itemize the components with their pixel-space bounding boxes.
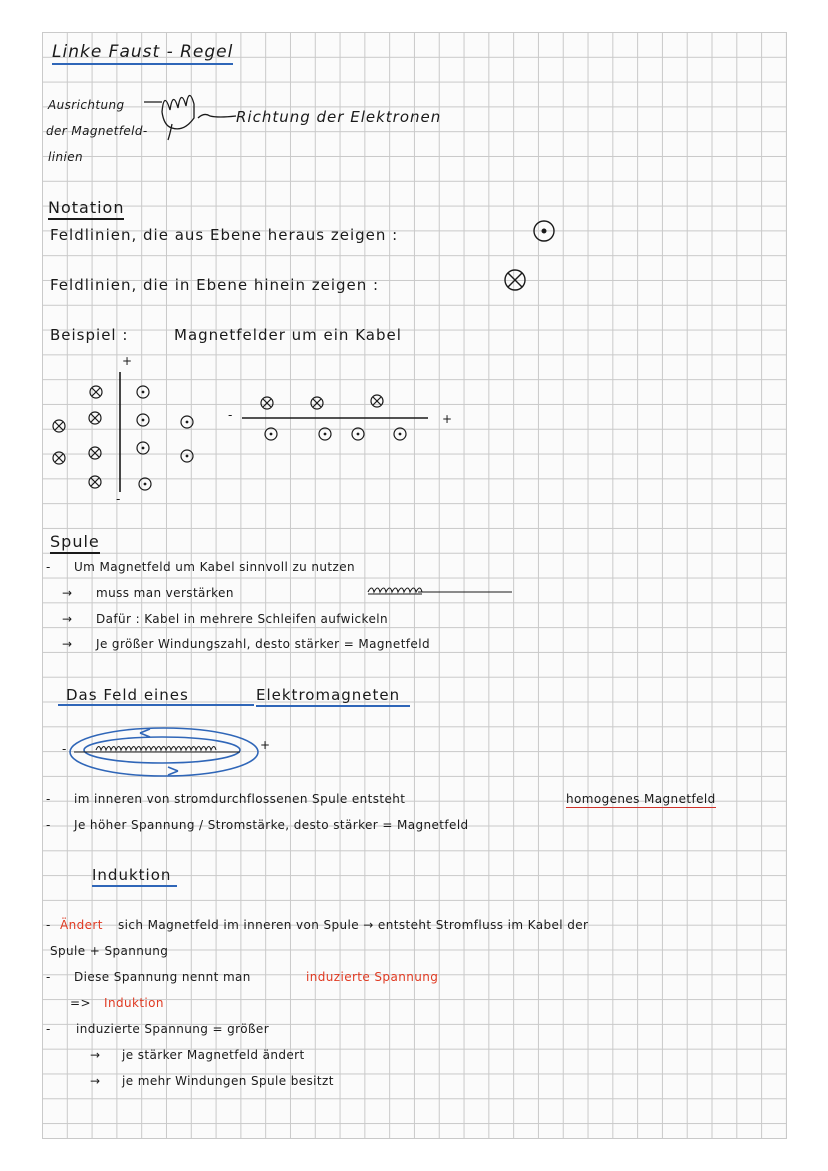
example-minus-left: - [228,408,233,422]
electromagnet-plus: + [260,738,271,752]
label-linien: linien [48,150,83,164]
coil-icon [74,747,240,753]
ind-line-6: je stärker Magnetfeld ändert [122,1048,305,1062]
spule-bullet-4: → [62,637,73,651]
ind-arrow-1: → [90,1048,101,1062]
example-title: Beispiel : [50,326,129,344]
ind-line-7: je mehr Windungen Spule besitzt [122,1074,334,1088]
spule-bullet-3: → [62,612,73,626]
section-title-spule: Spule [50,532,100,554]
ind-implies: => [70,996,91,1010]
ind-bullet-2: - [46,970,51,984]
example-plus-right: + [442,412,453,426]
example-plus-top: + [122,354,133,368]
notation-in-text: Feldlinien, die in Ebene hinein zeigen : [50,276,380,294]
example-minus-bottom: - [116,492,121,506]
spule-line-3: Dafür : Kabel in mehrere Schleifen aufwickeln [96,612,389,626]
spule-bullet-1: - [46,560,51,574]
section-title-linke-faust-regel: Linke Faust - Regel [52,42,233,65]
ind-arrow-2: → [90,1074,101,1088]
em-line-1: im inneren von stromdurchflossenen Spule entsteht [74,792,406,806]
ind-induktion-red: Induktion [104,996,164,1010]
ind-line-1: sich Magnetfeld im inneren von Spule → entsteht Stromfluss im Kabel der [118,918,589,932]
ind-bullet-3: - [46,1022,51,1036]
em-bullet-2: - [46,818,51,832]
example-subtitle: Magnetfelder um ein Kabel [174,326,402,344]
label-ausrichtung: Ausrichtung [48,98,125,112]
ind-line-5: induzierte Spannung = größer [76,1022,270,1036]
section-title-induktion: Induktion [92,866,177,887]
notation-out-text: Feldlinien, die aus Ebene heraus zeigen : [50,226,399,244]
ind-bullet-1: - [46,918,51,932]
section-title-feld-part1: Das Feld eines [66,686,189,704]
spule-line-4: Je größer Windungszahl, desto stärker = Magnetfeld [96,637,430,651]
ind-induzierte-spannung: induzierte Spannung [306,970,439,984]
em-homogenes-magnetfeld: homogenes Magnetfeld [566,792,716,806]
ind-line-2: Spule + Spannung [50,944,169,958]
electromagnet-minus: - [62,742,67,756]
label-richtung-elektronen: Richtung der Elektronen [236,108,442,126]
ind-aendert: Ändert [60,918,103,932]
spule-line-2: muss man verstärken [96,586,234,600]
section-title-elektromagneten: Elektromagneten [256,686,410,707]
ind-line-3: Diese Spannung nennt man [74,970,251,984]
section-title-notation: Notation [48,198,124,220]
em-line-2: Je höher Spannung / Stromstärke, desto stärker = Magnetfeld [74,818,469,832]
spule-line-1: Um Magnetfeld um Kabel sinnvoll zu nutzen [74,560,355,574]
em-bullet-1: - [46,792,51,806]
spule-bullet-2: → [62,586,73,600]
label-magnetfeld: der Magnetfeld- [46,124,148,138]
